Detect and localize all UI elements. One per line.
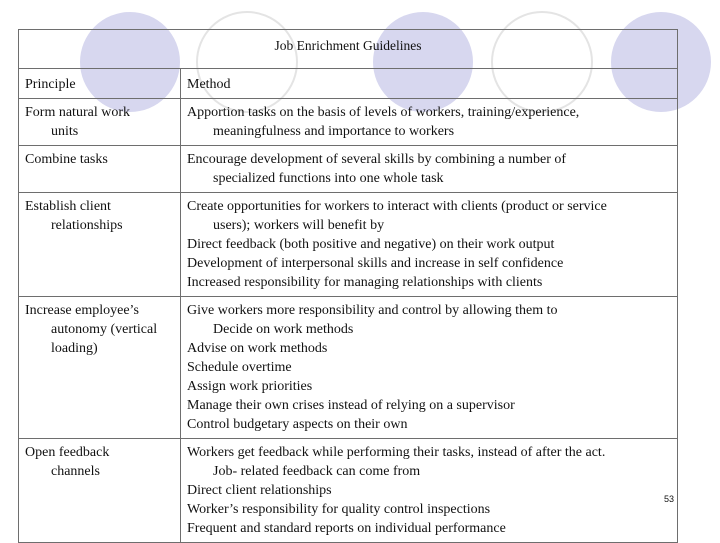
method-line: Advise on work methods xyxy=(187,341,328,356)
method-text xyxy=(181,99,677,145)
table-row xyxy=(19,193,678,297)
principle-line: channels xyxy=(51,464,100,479)
page-number: 53 xyxy=(664,494,675,504)
principle-line: loading) xyxy=(51,341,98,356)
method-line: Give workers more responsibility and control by allowing them to xyxy=(187,303,558,318)
table-row xyxy=(19,146,678,193)
method-cell xyxy=(181,439,678,543)
method-line: Direct feedback (both positive and negative) on their work output xyxy=(187,237,555,252)
principle-cell xyxy=(19,146,181,193)
principle-line: Combine tasks xyxy=(25,152,108,167)
guidelines-table xyxy=(18,29,678,543)
method-cell xyxy=(181,99,678,146)
principle-line: relationships xyxy=(51,218,123,233)
method-line: Workers get feedback while performing their tasks, instead of after the act. xyxy=(187,445,606,460)
method-line: Frequent and standard reports on individual performance xyxy=(187,521,506,536)
method-line: Job- related feedback can come from xyxy=(213,464,421,479)
principle-header-cell xyxy=(19,69,181,99)
method-line: Apportion tasks on the basis of levels of workers, training/experience, xyxy=(187,105,580,120)
table-row xyxy=(19,297,678,439)
principle-cell xyxy=(19,439,181,543)
principle-line: units xyxy=(51,124,79,139)
principle-line: Establish client xyxy=(25,199,111,214)
method-text xyxy=(181,193,677,296)
principle-cell xyxy=(19,297,181,439)
principle-text xyxy=(19,439,180,485)
principle-text xyxy=(19,146,180,173)
method-line: Encourage development of several skills by combining a number of xyxy=(187,152,567,167)
method-line: Control budgetary aspects on their own xyxy=(187,417,408,432)
principle-header: Principle xyxy=(25,77,76,92)
method-line: Direct client relationships xyxy=(187,483,332,498)
method-line: users); workers will benefit by xyxy=(213,218,385,233)
principle-cell xyxy=(19,193,181,297)
principle-text xyxy=(19,99,180,145)
method-header: Method xyxy=(187,77,231,92)
method-line: Increased responsibility for managing relationships with clients xyxy=(187,275,543,290)
method-line: Manage their own crises instead of relying on a supervisor xyxy=(187,398,515,413)
slide-title: Job Enrichment Guidelines xyxy=(19,30,678,69)
table-row xyxy=(19,99,678,146)
principle-cell xyxy=(19,99,181,146)
method-line: Development of interpersonal skills and increase in self confidence xyxy=(187,256,564,271)
principle-text xyxy=(19,193,180,239)
method-line: Create opportunities for workers to interact with clients (product or service xyxy=(187,199,607,214)
method-line: Schedule overtime xyxy=(187,360,292,375)
principle-line: Increase employee’s xyxy=(25,303,139,318)
principle-text xyxy=(19,297,180,362)
method-cell xyxy=(181,193,678,297)
principle-line: Open feedback xyxy=(25,445,110,460)
method-line: Decide on work methods xyxy=(213,322,354,337)
header-row xyxy=(19,69,678,99)
principle-line: autonomy (vertical xyxy=(51,322,158,337)
method-line: Assign work priorities xyxy=(187,379,313,394)
principle-line: Form natural work xyxy=(25,105,130,120)
table-row xyxy=(19,439,678,543)
method-line: Worker’s responsibility for quality control inspections xyxy=(187,502,491,517)
title-row xyxy=(19,30,678,69)
method-line: meaningfulness and importance to workers xyxy=(213,124,455,139)
method-line: specialized functions into one whole task xyxy=(213,171,444,186)
method-text xyxy=(181,439,677,542)
method-cell xyxy=(181,297,678,439)
method-cell xyxy=(181,146,678,193)
method-text xyxy=(181,146,677,192)
method-text xyxy=(181,297,677,438)
method-header-cell xyxy=(181,69,678,99)
